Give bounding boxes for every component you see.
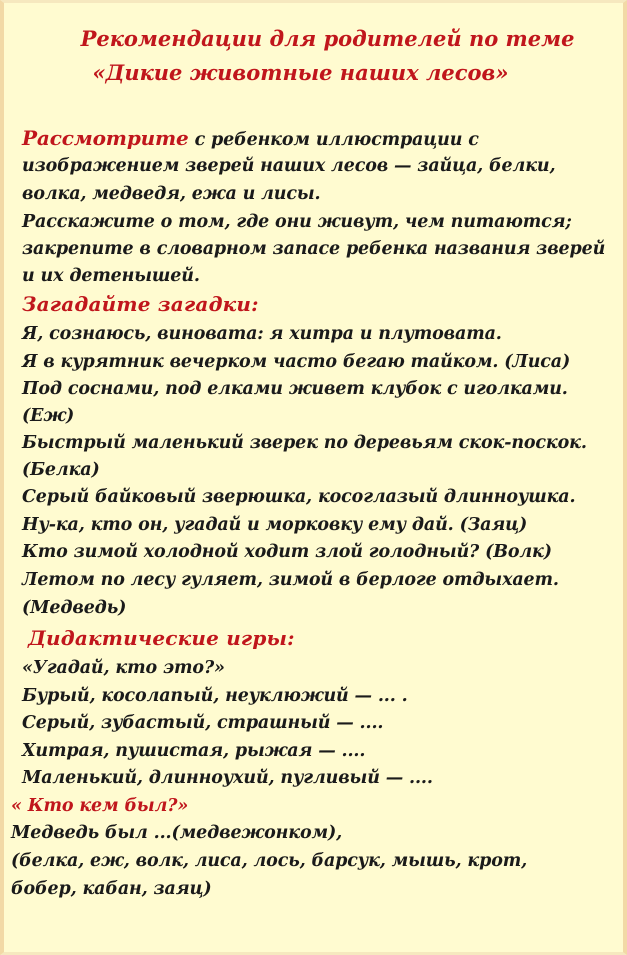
intro-lead-word: Рассмотрите	[22, 126, 189, 150]
riddle-line: (Медведь)	[22, 598, 127, 618]
riddle-line: Ну-ка, кто он, угадай и морковку ему дай. (Заяц)	[22, 515, 528, 535]
games-heading: Дидактические игры:	[28, 626, 295, 650]
riddle-line: Я, сознаюсь, виновата: я хитра и плутовата.	[22, 324, 502, 344]
game-1-line: Серый, зубастый, страшный — ....	[22, 713, 384, 733]
riddle-line: (Еж)	[22, 406, 75, 426]
game-1-title: «Угадай, кто это?»	[22, 658, 225, 678]
game-2-line: (белка, еж, волк, лиса, лось, барсук, мышь, крот,	[11, 851, 528, 871]
game-2-line: Медведь был ...(медвежонком),	[11, 823, 343, 843]
game-2-title: « Кто кем был?»	[11, 796, 189, 816]
game-1-line: Хитрая, пушистая, рыжая — ....	[22, 741, 366, 761]
riddle-line: Летом по лесу гуляет, зимой в берлоге отдыхает.	[22, 570, 559, 590]
intro-line-6: и их детенышей.	[22, 266, 200, 286]
intro-line-1-rest: с ребенком иллюстрации с	[188, 130, 479, 150]
intro-line-3: волка, медведя, ежа и лисы.	[22, 184, 321, 204]
intro-line-2: изображением зверей наших лесов — зайца, белки,	[22, 156, 556, 176]
riddle-line: Серый байковый зверюшка, косоглазый длинноушка.	[22, 487, 576, 507]
game-1-line: Маленький, длинноухий, пугливый — ....	[22, 768, 433, 788]
game-2-line: бобер, кабан, заяц)	[11, 879, 212, 899]
riddle-line: Я в курятник вечерком часто бегаю тайком. (Лиса)	[22, 352, 571, 372]
intro-line-1	[22, 125, 479, 153]
riddle-line: Под соснами, под елками живет клубок с иголками.	[22, 379, 568, 399]
riddle-line: Кто зимой холодной ходит злой голодный? (Волк)	[22, 542, 552, 562]
document-title-line-1: Рекомендации для родителей по теме	[80, 26, 575, 51]
riddle-line: Быстрый маленький зверек по деревьям скок-поскок.	[22, 433, 587, 453]
intro-line-4: Расскажите о том, где они живут, чем питаются;	[22, 212, 572, 232]
riddles-heading: Загадайте загадки:	[22, 292, 259, 316]
document-title-line-2: «Дикие животные наших лесов»	[92, 60, 509, 85]
intro-line-5: закрепите в словарном запасе ребенка названия зверей	[22, 239, 606, 259]
game-1-line: Бурый, косолапый, неуклюжий — ... .	[22, 686, 408, 706]
riddle-line: (Белка)	[22, 460, 100, 480]
